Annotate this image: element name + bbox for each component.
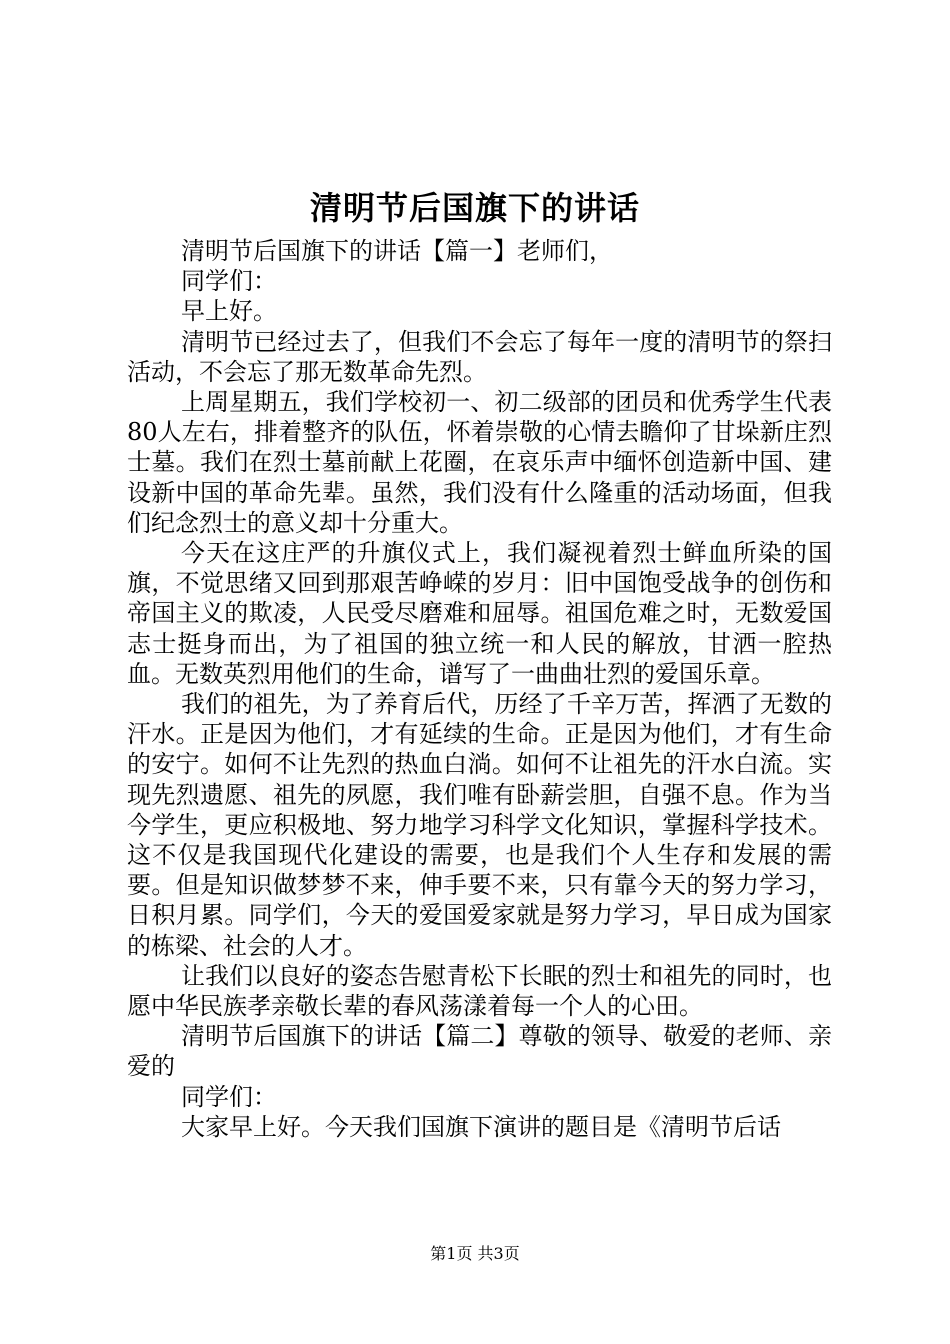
- paragraph: 同学们：: [181, 1082, 277, 1111]
- paragraph: 清明节后国旗下的讲话【篇一】老师们，: [181, 237, 613, 265]
- paragraph: 清明节后国旗下的讲话【篇二】尊敬的领导、敬爱的老师、亲爱的: [127, 1022, 832, 1081]
- paragraph: 让我们以良好的姿态告慰青松下长眠的烈士和祖先的同时，也愿中华民族孝亲敬长辈的春风荡漾着每一个人的心田。: [127, 961, 832, 1021]
- paragraph: 同学们：: [181, 267, 277, 296]
- paragraph: 上周星期五，我们学校初一、初二级部的团员和优秀学生代表80人左右，排着整齐的队伍，怀着崇敬的心情去瞻仰了甘垛新庄烈士墓。我们在烈士墓前献上花圈，在哀乐声中缅怀创造新中国、建设新中国的革命先辈。虽然，我们没有什么隆重的活动场面，但我们纪念烈士的意义却十分重大。: [127, 388, 832, 537]
- document-body: [127, 236, 832, 1142]
- document-title: 清明节后国旗下的讲话: [309, 189, 640, 227]
- paragraph: 今天在这庄严的升旗仪式上，我们凝视着烈士鲜血所染的国旗，不觉思绪又回到那艰苦峥嵘的岁月：旧中国饱受战争的创伤和帝国主义的欺凌，人民受尽磨难和屈辱。祖国危难之时，无数爱国志士挺身而出，为了祖国的独立统一和人民的解放，甘洒一腔热血。无数英烈用他们的生命，谱写了一曲曲壮烈的爱国乐章。: [127, 539, 832, 688]
- paragraph: 大家早上好。今天我们国旗下演讲的题目是《清明节后话: [181, 1112, 781, 1141]
- paragraph: 清明节已经过去了，但我们不会忘了每年一度的清明节的祭扫活动，不会忘了那无数革命先烈。: [127, 327, 832, 386]
- paragraph: 我们的祖先，为了养育后代，历经了千辛万苦，挥洒了无数的汗水。正是因为他们，才有延续的生命。正是因为他们，才有生命的安宁。如何不让先烈的热血白淌。如何不让祖先的汗水白流。实现先烈遗愿、祖先的夙愿，我们唯有卧薪尝胆，自强不息。作为当今学生，更应积极地、努力地学习科学文化知识，掌握科学技术。这不仅是我国现代化建设的需要，也是我们个人生存和发展的需要。但是知识做梦梦不来，伸手要不来，只有靠今天的努力学习，日积月累。同学们，今天的爱国爱家就是努力学习，早日成为国家的栋梁、社会的人才。: [127, 690, 832, 960]
- paragraph: 早上好。: [181, 297, 277, 326]
- page-footer: 第1页 共3页: [430, 1244, 520, 1263]
